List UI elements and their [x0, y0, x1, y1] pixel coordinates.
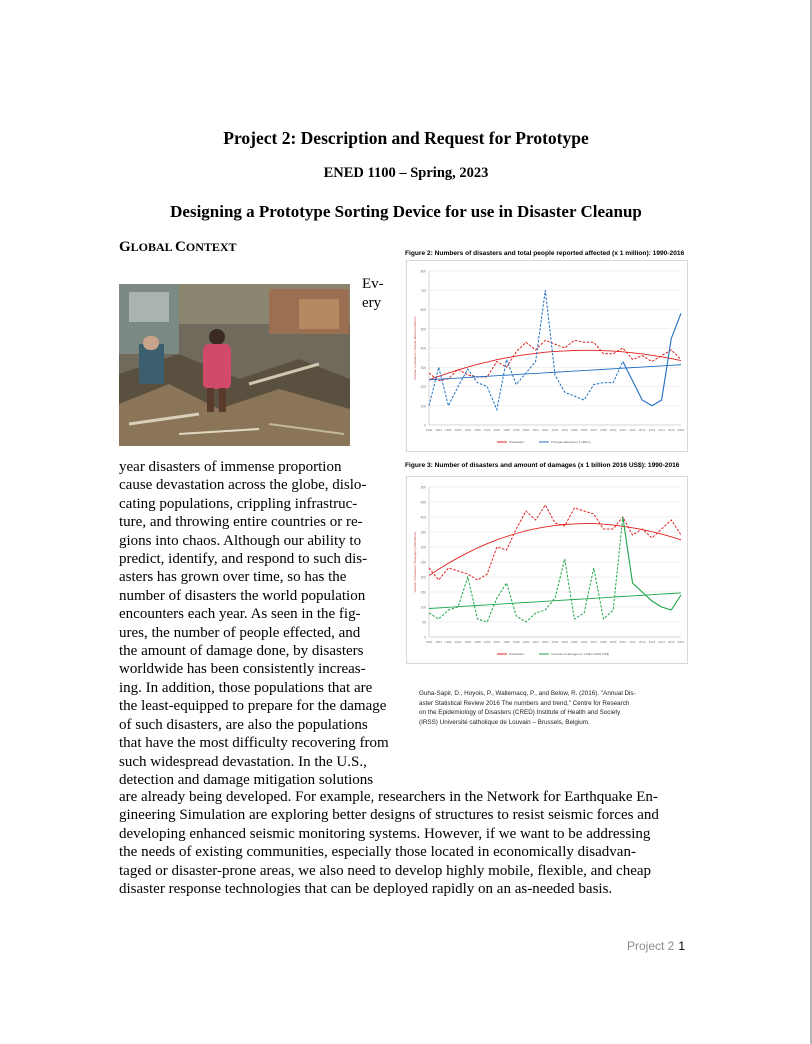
text-line: worldwide has been consistently increas- — [119, 661, 366, 678]
fig2-x-tick-label: 1995 — [474, 428, 481, 432]
fig2-x-tick-label: 1994 — [464, 428, 472, 432]
fig2-x-tick-label: 2013 — [648, 428, 656, 432]
fig2-x-tick-label: 2006 — [580, 428, 588, 432]
fig3-x-tick-label: 1991 — [435, 640, 443, 644]
text-line: ing. In addition, those populations that are — [119, 679, 373, 696]
fig2-x-tick-label: 2002 — [541, 428, 549, 432]
text-line: number of disasters the world population — [119, 587, 366, 604]
fig2-y-tick-label: 800 — [420, 269, 426, 274]
fig3-x-tick-label: 2001 — [532, 640, 539, 644]
body-text-column — [119, 458, 419, 789]
fig2-x-tick-label: 1999 — [512, 428, 520, 432]
text-line: that have the most difficulty recovering from — [119, 735, 389, 752]
text-line: such widespread devastation. In the U.S., — [119, 753, 367, 770]
fig3-y-tick-label: 450 — [420, 500, 426, 505]
fig2-y-tick-label: 400 — [420, 346, 426, 351]
fig3-x-tick-label: 2016 — [677, 640, 685, 644]
fig3-legend-label: Amounts of damages (x 1 billion 2016 US$) — [551, 652, 609, 657]
text-line: the amount of damage done, by disasters — [119, 643, 364, 660]
text-line: of such disasters, are also the populations — [119, 716, 368, 733]
text-line: the needs of existing communities, especially those located in economically disadvan- — [119, 844, 636, 861]
fig3-series-line — [429, 505, 681, 580]
fig2-y-tick-label: 500 — [420, 327, 426, 332]
fig2-x-tick-label: 2015 — [667, 428, 675, 432]
text-line: encounters each year. As seen in the fig- — [119, 606, 361, 623]
fig3-x-tick-label: 2003 — [551, 640, 559, 644]
fig3-y-tick-label: 500 — [420, 485, 426, 490]
fig3-x-tick-label: 2002 — [541, 640, 549, 644]
fig3-y-tick-label: 200 — [420, 575, 426, 580]
citation-line: aster Statistical Review 2016 The numbers and trend," Centre for Research — [419, 699, 630, 707]
fig2-x-tick-label: 2016 — [677, 428, 685, 432]
text-line: gions into chaos. Although our ability to — [119, 532, 362, 549]
page-footer — [627, 939, 685, 953]
text-line: year disasters of immense proportion — [119, 459, 342, 475]
page-number: 1 — [678, 939, 686, 953]
fig3-x-tick-label: 1990 — [425, 640, 433, 644]
figure-3-caption: Figure 3: Number of disasters and amount of damages (x 1 billion 2016 US$): 1990-2016 — [405, 462, 680, 469]
fig2-x-tick-label: 2001 — [532, 428, 539, 432]
fig3-series-line — [429, 593, 681, 609]
fig3-x-tick-label: 1992 — [445, 640, 452, 644]
fig3-x-tick-label: 2000 — [522, 640, 530, 644]
text-line: taged or disaster-prone areas, we also need to develop highly mobile, flexible, and cheap — [119, 862, 652, 879]
figure-2-chart — [407, 261, 687, 451]
fig3-x-tick-label: 2007 — [590, 640, 598, 644]
fig3-x-tick-label: 1994 — [464, 640, 472, 644]
fig3-y-tick-label: 150 — [420, 590, 426, 595]
figure-2-caption: Figure 2: Numbers of disasters and total people reported affected (x 1 million): 1990-2016 — [405, 250, 685, 257]
text-line: ture, and throwing entire countries or re- — [119, 514, 363, 531]
figure-3-chart-frame — [406, 476, 688, 664]
fig2-y-tick-label: 100 — [420, 404, 426, 409]
fig2-legend-label: # Disasters — [509, 440, 525, 445]
fig2-y-tick-label: 700 — [420, 288, 426, 293]
citation-line: on the Epidemiology of Disasters (CRED) Institute of Health and Society — [419, 709, 621, 717]
heading-cap-2: C — [175, 239, 186, 255]
fig3-x-tick-label: 2012 — [638, 640, 646, 644]
text-line: ures, the number of people effected, and — [119, 624, 361, 641]
fig2-x-tick-label: 2004 — [561, 428, 569, 432]
fig3-legend-label: # Disasters — [509, 652, 525, 657]
section-heading — [119, 239, 237, 256]
figure-3-chart — [407, 477, 687, 663]
fig2-x-tick-label: 2008 — [600, 428, 607, 432]
fig2-x-tick-label: 2010 — [619, 428, 627, 432]
fig2-y-tick-label: 200 — [420, 385, 426, 389]
fig2-x-tick-label: 2014 — [658, 428, 665, 432]
footer-label: Project 2 — [627, 939, 675, 953]
fig2-x-tick-label: 1996 — [483, 428, 491, 432]
fig2-x-tick-label: 1997 — [493, 428, 501, 432]
course-label: ENED 1100 – Spring, 2023 — [323, 165, 489, 181]
heading-cap-1: G — [119, 239, 131, 255]
fig2-x-tick-label: 1992 — [445, 428, 452, 432]
fig2-x-tick-label: 1993 — [454, 428, 462, 432]
fig2-x-tick-label: 1998 — [503, 428, 510, 432]
citation-line: Guha-Sapir, D., Hoyois, P., Wallemacq, P., and Below, R. (2016). "Annual Dis- — [419, 690, 636, 697]
fig3-x-tick-label: 2013 — [648, 640, 656, 644]
fig3-y-tick-label: 400 — [420, 515, 426, 520]
fig2-series-line — [623, 313, 681, 405]
fig3-x-tick-label: 2008 — [600, 640, 607, 644]
fig2-y-tick-label: 0 — [424, 423, 426, 428]
fig3-y-tick-label: 250 — [420, 560, 426, 565]
text-line: asters has grown over time, so has the — [119, 569, 347, 586]
body-text-full — [119, 788, 709, 898]
text-line: Ev- — [362, 276, 384, 292]
text-line: the least-equipped to prepare for the damage — [119, 698, 387, 715]
fig3-y-tick-label: 50 — [422, 620, 426, 625]
fig2-x-tick-label: 2012 — [638, 428, 646, 432]
fig2-y-tick-label: 600 — [420, 308, 426, 312]
fig3-x-tick-label: 1996 — [483, 640, 491, 644]
fig3-y-tick-label: 350 — [420, 530, 426, 535]
fig2-x-tick-label: 2003 — [551, 428, 559, 432]
fig3-x-tick-label: 2004 — [561, 640, 569, 644]
fig3-y-tick-label: 300 — [420, 545, 426, 550]
fig3-x-tick-label: 2010 — [619, 640, 627, 644]
fig2-x-tick-label: 2005 — [571, 428, 578, 432]
figure-citation — [419, 689, 636, 727]
citation-line: (IRSS) Université catholique de Louvain – Brussels, Belgium. — [419, 718, 590, 726]
fig3-x-tick-label: 2014 — [658, 640, 665, 644]
fig3-x-tick-label: 2006 — [580, 640, 588, 644]
heading-rest-2: ONTEXT — [185, 240, 237, 254]
text-line: ery — [362, 294, 382, 311]
text-line: cause devastation across the globe, dislo- — [119, 477, 367, 494]
fig3-series-line — [429, 524, 681, 576]
fig3-x-tick-label: 2005 — [571, 640, 578, 644]
fig2-legend-label: # People affected (x 1 million) — [551, 440, 591, 445]
fig2-y-axis-label: Number of disasters / People affected (millions) — [413, 316, 417, 380]
fig2-x-tick-label: 2007 — [590, 428, 598, 432]
text-line: detection and damage mitigation solutions — [119, 771, 374, 788]
text-line: cating populations, crippling infrastruc- — [119, 495, 358, 512]
page-title: Project 2: Description and Request for Prototype — [223, 128, 589, 148]
fig2-x-tick-label: 1991 — [435, 428, 443, 432]
project-subtitle: Designing a Prototype Sorting Device for use in Disaster Cleanup — [170, 202, 642, 221]
fig3-x-tick-label: 2011 — [629, 640, 636, 644]
body-text-start — [362, 275, 384, 312]
fig3-x-tick-label: 2015 — [667, 640, 675, 644]
fig3-x-tick-label: 1995 — [474, 640, 481, 644]
fig3-y-tick-label: 100 — [420, 605, 426, 610]
fig2-x-tick-label: 1990 — [425, 428, 433, 432]
fig2-x-tick-label: 2009 — [609, 428, 617, 432]
fig3-x-tick-label: 1993 — [454, 640, 462, 644]
text-line: disaster response technologies that can be deployed rapidly on an as-needed basis. — [119, 881, 613, 898]
figure-2-chart-frame — [406, 260, 688, 452]
text-line: are already being developed. For example, researchers in the Network for Earthquake En- — [119, 789, 658, 805]
fig2-x-tick-label: 2000 — [522, 428, 530, 432]
fig3-x-tick-label: 1997 — [493, 640, 501, 644]
fig3-x-tick-label: 2009 — [609, 640, 617, 644]
text-line: gineering Simulation are exploring better designs of structures to resist seismic forces and — [119, 807, 659, 824]
fig2-x-tick-label: 2011 — [629, 428, 636, 432]
text-line: predict, identify, and respond to such dis- — [119, 551, 368, 568]
fig2-y-tick-label: 300 — [420, 365, 426, 370]
fig3-y-tick-label: 0 — [424, 635, 426, 640]
text-line: developing enhanced seismic monitoring systems. However, if we want to be addressing — [119, 825, 651, 842]
fig3-y-axis-label: Number of disasters / Damages (US$ billions) — [413, 531, 417, 593]
fig3-x-tick-label: 1998 — [503, 640, 510, 644]
heading-rest-1: LOBAL — [130, 240, 176, 254]
disaster-photo — [119, 284, 350, 446]
fig3-x-tick-label: 1999 — [512, 640, 520, 644]
